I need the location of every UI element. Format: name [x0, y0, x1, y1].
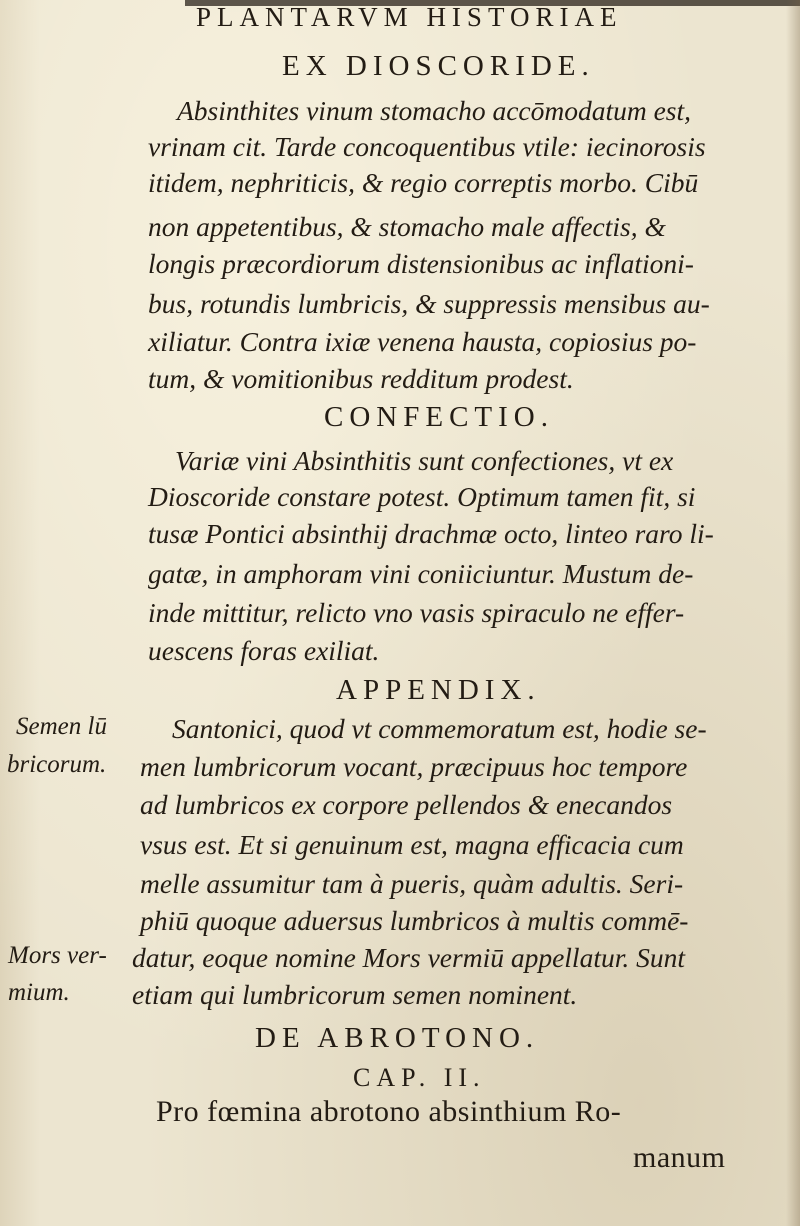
- page-edge-shadow: [786, 0, 800, 1226]
- text-line: longis præcordiorum distensionibus ac inflationi-: [148, 248, 694, 279]
- margin-note: mium.: [8, 979, 70, 1006]
- chapter-number: CAP. II.: [353, 1063, 486, 1092]
- text-line: gatæ, in amphoram vini coniiciuntur. Mustum de-: [148, 558, 694, 589]
- text-line: Santonici, quod vt commemoratum est, hodie se-: [172, 713, 707, 744]
- text-line: manum: [633, 1141, 726, 1174]
- text-line: etiam qui lumbricorum semen nominent.: [132, 979, 578, 1010]
- text-line: Pro fœmina abrotono absinthium Ro-: [156, 1095, 622, 1128]
- text-line: datur, eoque nomine Mors vermiū appellatur. Sunt: [132, 942, 686, 973]
- heading-appendix: APPENDIX.: [336, 674, 541, 706]
- heading-ex-dioscoride: EX DIOSCORIDE.: [282, 50, 595, 82]
- heading-confectio: CONFECTIO.: [324, 401, 554, 433]
- text-line: tusæ Pontici absinthij drachmæ octo, linteo raro li-: [148, 518, 714, 549]
- text-line: xiliatur. Contra ixiæ venena hausta, copiosius po-: [148, 326, 697, 357]
- text-line: bus, rotundis lumbricis, & suppressis mensibus au-: [148, 288, 710, 319]
- text-line: itidem, nephriticis, & regio correptis morbo. Cibū: [148, 167, 699, 198]
- text-line: vsus est. Et si genuinum est, magna efficacia cum: [140, 829, 684, 860]
- text-line: uescens foras exiliat.: [148, 635, 380, 666]
- text-line: ad lumbricos ex corpore pellendos & enecandos: [140, 789, 673, 820]
- text-line: inde mittitur, relicto vno vasis spiraculo ne effer-: [148, 597, 685, 628]
- text-line: men lumbricorum vocant, præcipuus hoc tempore: [140, 751, 688, 782]
- text-line: vrinam cit. Tarde concoquentibus vtile: iecinorosis: [148, 131, 706, 162]
- margin-note: bricorum.: [7, 751, 107, 778]
- text-line: tum, & vomitionibus redditum prodest.: [148, 363, 574, 394]
- margin-note: Mors ver-: [8, 942, 107, 969]
- text-line: non appetentibus, & stomacho male affectis, &: [148, 211, 666, 242]
- heading-de-abrotono: DE ABROTONO.: [255, 1022, 540, 1054]
- margin-note: Semen lū: [16, 713, 107, 740]
- text-line: Variæ vini Absinthitis sunt confectiones, vt ex: [175, 445, 674, 476]
- running-head: PLANTARVM HISTORIAE: [196, 2, 623, 32]
- text-line: melle assumitur tam à pueris, quàm adultis. Seri-: [140, 868, 684, 899]
- text-line: Absinthites vinum stomacho accōmodatum est,: [177, 95, 692, 126]
- text-line: phiū quoque aduersus lumbricos à multis commē-: [140, 905, 689, 936]
- text-line: Dioscoride constare potest. Optimum tamen fit, si: [148, 481, 696, 512]
